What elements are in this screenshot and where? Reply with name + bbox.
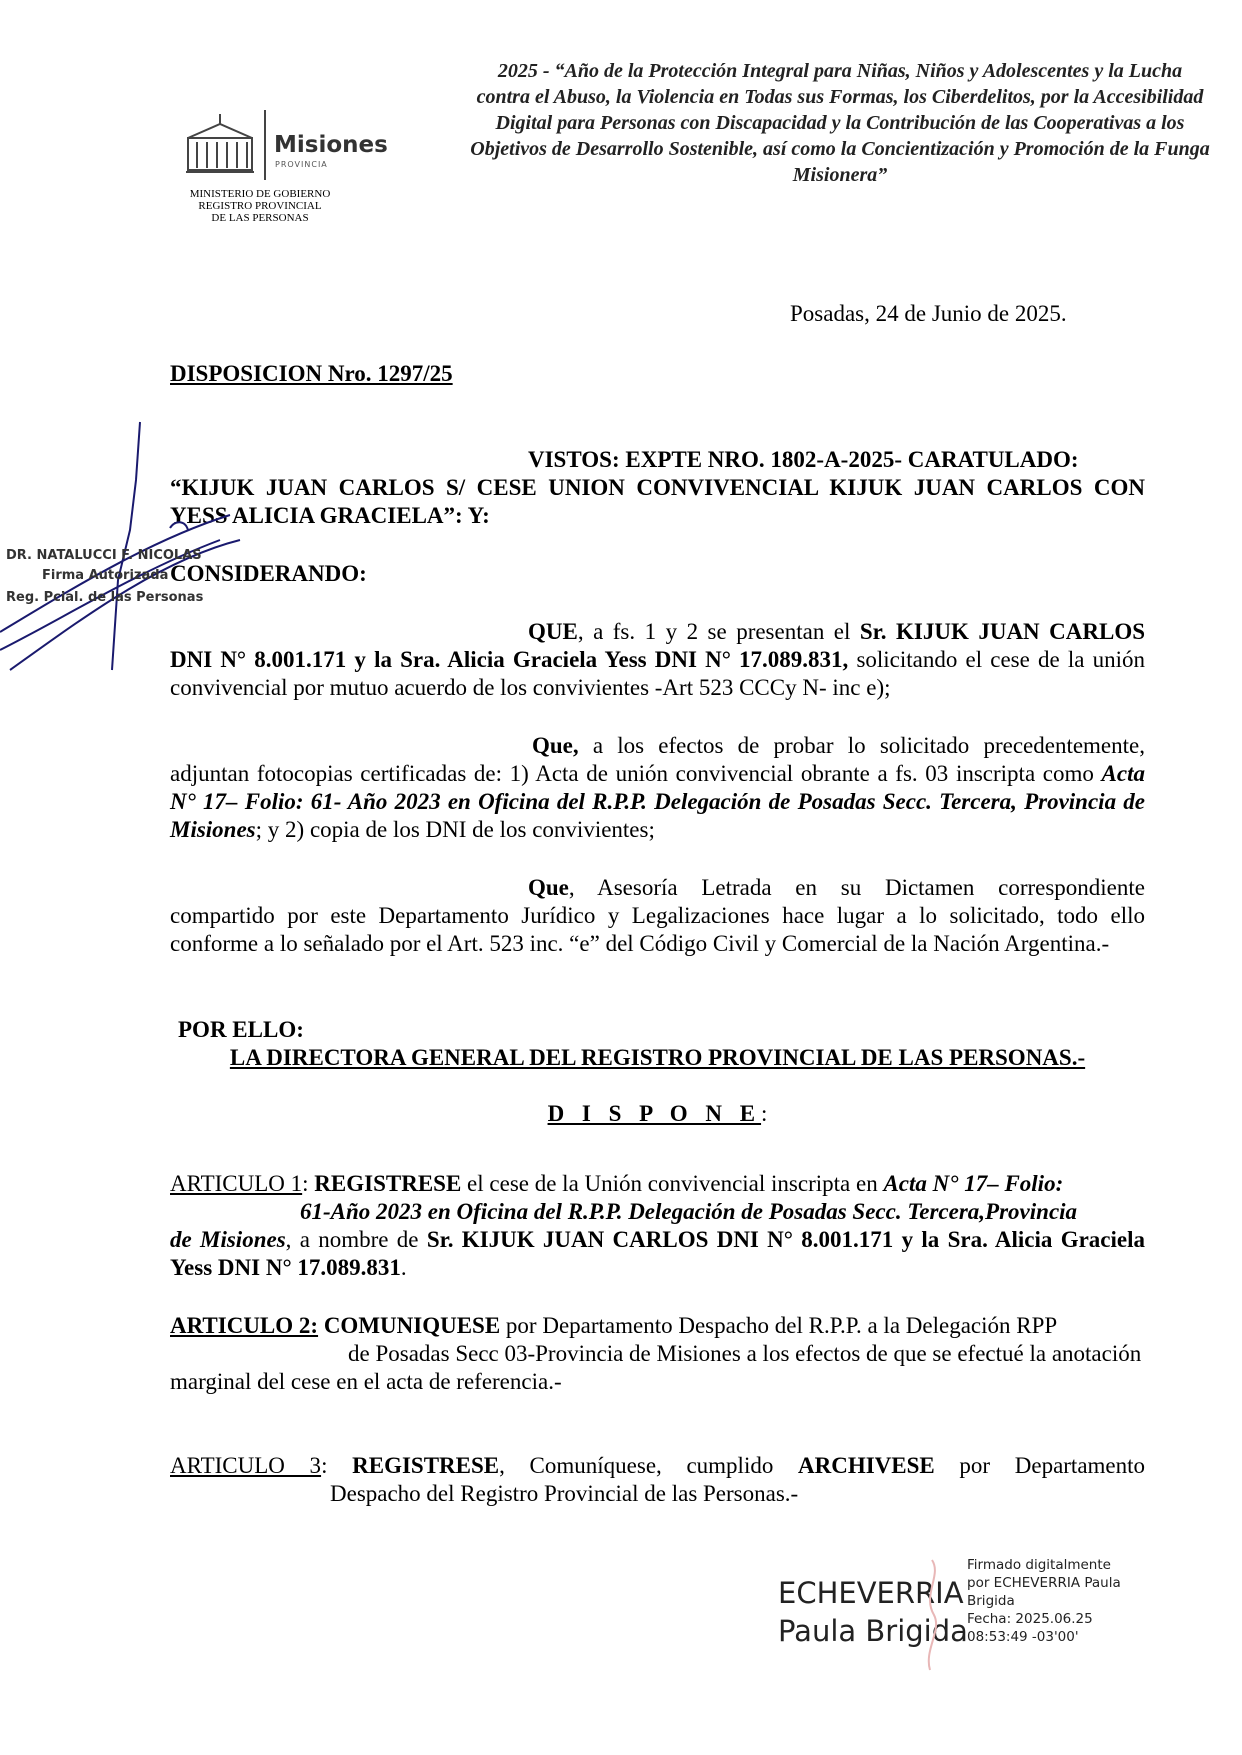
vistos-line: VISTOS: EXPTE NRO. 1802-A-2025- CARATULADO:: [528, 447, 1079, 472]
stamp-office: Reg. Pcial. de las Personas: [6, 590, 204, 605]
que-keyword: Que,: [532, 733, 579, 758]
logo-subtitle: PROVINCIA: [275, 160, 328, 169]
signature-info-line: Firmado digitalmente: [967, 1557, 1111, 1573]
article-text: de Posadas Secc 03-Provincia de Misiones a los efectos de que se efectué la anotación: [348, 1341, 1142, 1366]
article-text: .: [400, 1255, 407, 1280]
disposicion-number: DISPOSICION Nro. 1297/25: [170, 361, 453, 386]
ministry-line: REGISTRO PROVINCIAL: [198, 200, 322, 212]
article-separator: :: [302, 1171, 315, 1196]
dispone-colon: :: [761, 1101, 768, 1126]
party-names: Sr. KIJUK JUAN CARLOS DNI N° 8.001.171 y la Sra. Alicia Graciela Yess DNI N° 17.089.831: [170, 1227, 1145, 1280]
articulo-2: [170, 1312, 1145, 1396]
article-label: ARTICULO 3: [170, 1453, 322, 1478]
logo-wordmark: Misiones: [274, 132, 388, 158]
ministry-heading: [170, 188, 350, 224]
considerando-paragraph-3: [170, 874, 1145, 958]
ministry-line: DE LAS PERSONAS: [211, 212, 309, 224]
vistos-caption: “KIJUK JUAN CARLOS S/ CESE UNION CONVIVENCIAL KIJUK JUAN CARLOS CON YESS ALICIA GRACIELA”: Y:: [170, 475, 1145, 528]
directora-heading: LA DIRECTORA GENERAL DEL REGISTRO PROVINCIAL DE LAS PERSONAS.-: [229, 1045, 1086, 1070]
article-label: ARTICULO 1: [170, 1171, 303, 1196]
stamp-role: Firma Autorizada: [42, 568, 169, 583]
signature-mark-icon: [912, 1555, 952, 1675]
article-text: marginal del cese en el acta de referencia.-: [170, 1369, 562, 1394]
article-verb: ARCHIVESE: [798, 1453, 935, 1478]
paragraph-text: , a fs. 1 y 2 se presentan el: [577, 619, 860, 644]
signature-info-line: Brigida: [967, 1593, 1015, 1609]
article-text: el cese de la Unión convivencial inscripta en: [461, 1171, 884, 1196]
vistos-section: [170, 446, 1145, 530]
acta-reference: de Misiones: [170, 1227, 286, 1252]
article-verb: REGISTRESE: [352, 1453, 500, 1478]
articulo-3: [170, 1452, 1145, 1508]
paragraph-text: a los efectos de probar lo solicitado precedentemente, adjuntan fotocopias certificadas de: 1) Acta de unión convivencial obrante a fs. 03 inscripta como: [170, 733, 1145, 786]
signature-info-line: Fecha: 2025.06.25: [967, 1611, 1093, 1627]
digital-signature-given-name: Paula Brigida: [778, 1614, 968, 1648]
article-text: por Departamento Despacho del R.P.P. a la Delegación RPP: [500, 1313, 1058, 1338]
document-date: Posadas, 24 de Junio de 2025.: [790, 301, 1067, 326]
que-keyword: QUE: [528, 619, 578, 644]
dispone-word: D I S P O N E: [547, 1101, 762, 1126]
articulo-1: [170, 1170, 1145, 1282]
signature-info-line: 08:53:49 -03'00': [967, 1629, 1079, 1645]
article-separator: :: [321, 1453, 353, 1478]
year-motto: 2025 - “Año de la Protección Integral para Niñas, Niños y Adolescentes y la Lucha contra el Abuso, la Violencia en Todas sus Formas, los Ciberdelitos, por la Accesibilidad Digital para Personas con Discapacidad y la Contribución de las Cooperativas a los Objetivos de Desarrollo Sostenible, así como la Concientización y Promoción de la Funga Misionera”: [470, 60, 1210, 186]
article-text: , Comuníquese, cumplido: [499, 1453, 798, 1478]
dispone-heading: [170, 1100, 1145, 1128]
considerando-paragraph-2: [170, 732, 1145, 844]
article-label: ARTICULO 2:: [170, 1313, 319, 1338]
acta-reference: 61-Año 2023 en Oficina del R.P.P. Delegación de Posadas Secc. Tercera,Provincia: [300, 1199, 1078, 1224]
article-verb: COMUNIQUESE: [318, 1313, 501, 1338]
party-names: Sr. KIJUK JUAN CARLOS DNI N° 8.001.171 y la Sra. Alicia Graciela Yess DNI N° 17.089.831,: [170, 619, 1145, 672]
paragraph-text: , Asesoría Letrada en su Dictamen correspondiente compartido por este Departamento Jurídico y Legalizaciones hace lugar a lo solicitado, todo ello conforme a lo señalado por el Art. 523 inc. “e” del Código Civil y Comercial de la Nación Argentina.-: [170, 875, 1145, 956]
article-text: Despacho del Registro Provincial de las Personas.-: [330, 1481, 799, 1506]
article-verb: REGISTRESE: [314, 1171, 462, 1196]
signature-info-line: por ECHEVERRIA Paula: [967, 1575, 1121, 1591]
acta-reference: Acta N° 17– Folio:: [883, 1171, 1064, 1196]
digital-signature-surname: ECHEVERRIA: [778, 1576, 964, 1610]
considerando-heading: CONSIDERANDO:: [170, 561, 367, 586]
paragraph-text: solicitando el cese de la unión convivencial por mutuo acuerdo de los convivientes -Art 523 CCCy N- inc e);: [170, 647, 1145, 700]
considerando-paragraph-1: [170, 618, 1145, 702]
stamp-name: DR. NATALUCCI F. NICOLAS: [6, 548, 202, 563]
acta-reference: Acta N° 17– Folio: 61- Año 2023 en Oficina del R.P.P. Delegación de Posadas Secc. Tercera, Provincia de Misiones: [170, 761, 1145, 842]
que-keyword: Que: [528, 875, 569, 900]
digital-signature-details: [967, 1556, 1167, 1646]
por-ello-heading: POR ELLO:: [178, 1017, 304, 1042]
paragraph-text: ; y 2) copia de los DNI de los convivientes;: [255, 817, 655, 842]
article-text: por Departamento: [934, 1453, 1146, 1478]
ministry-line: MINISTERIO DE GOBIERNO: [189, 188, 331, 200]
article-text: , a nombre de: [285, 1227, 427, 1252]
